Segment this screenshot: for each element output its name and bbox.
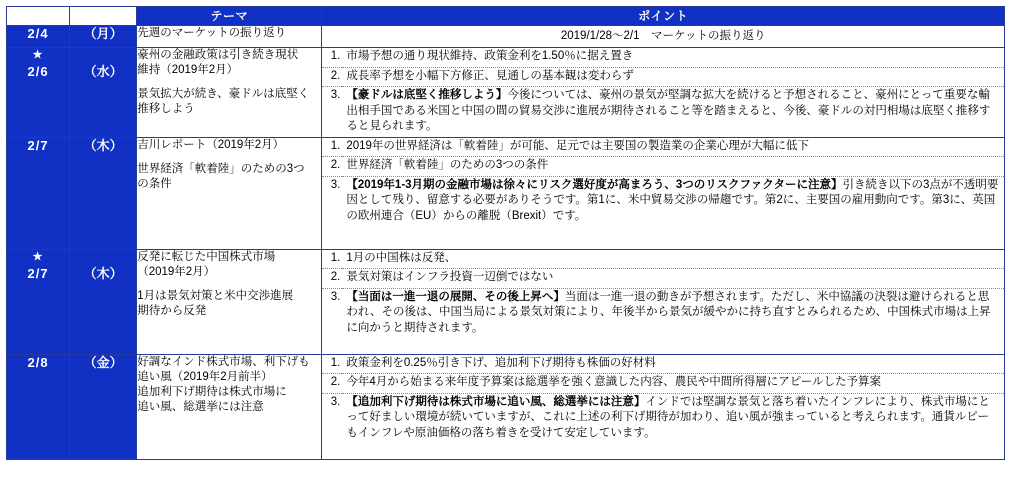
header-theme: テーマ [137,7,322,26]
theme-gap [137,280,321,289]
point-row [322,269,1004,289]
point-text [342,87,1004,137]
point-row [322,176,1004,226]
day-value: （木） [83,265,123,281]
point-number: 1. [322,138,342,157]
date-value: 2/7 [27,137,49,153]
theme-line: 景気拡大が続き、豪ドルは底堅く [137,88,310,100]
market-schedule-table [6,6,1005,460]
point-row [322,393,1004,443]
table-body [7,26,1005,460]
row-day [70,354,137,459]
day-value: （金） [83,354,123,370]
point-lead: 【当面は一進一退の展開、その後上昇へ】 [346,290,565,303]
point-text: 市場予想の通り現状維持、政策金利を1.50％に据え置き [342,48,1004,67]
theme-line: 豪州の金融政策は引き続き現状 [137,49,299,61]
row-date [7,26,70,48]
point-number: 3. [330,395,341,408]
date-value: 2/4 [27,26,49,41]
point-body: 当面は一進一退の動きが予想されます。ただし、米中協議の決裂は避けられると思われ、その後は、中国当局による景気対策により、年後半から景気が緩やかに持ち直すとみられるため、中国株式市場は上昇に向かうと期待されます。 [346,290,991,334]
points-list [322,250,1004,339]
theme-gap [137,153,321,162]
point-text: 景気対策はインフラ投資一辺倒ではない [342,269,1004,289]
point-number: 1. [322,48,342,67]
day-value: （木） [83,137,123,153]
point-row [322,288,1004,338]
table-row [7,354,1005,459]
point-row [322,355,1004,374]
row-day [70,48,137,138]
theme-line: 推移しよう [137,103,195,115]
row-points [322,48,1005,138]
row-date [7,354,70,459]
point-number: 2. [322,269,342,289]
point-number: 1. [322,250,342,269]
theme-line: 世界経済「軟着陸」のための3つ [137,162,305,175]
point-row [322,250,1004,269]
row-theme [137,249,322,354]
table-row [7,26,1005,48]
table-row [7,137,1005,249]
row-points [322,249,1005,354]
point-text: 2019/1/28〜2/1 マーケットの振り返り [560,30,766,42]
point-text [342,288,1004,338]
row-points [322,137,1005,249]
theme-line: 追い風、総選挙には注意 [137,400,264,413]
point-lead: 【追加利下げ期待は株式市場に追い風、総選挙には注意】 [346,395,646,408]
row-day [70,249,137,354]
point-row [322,157,1004,177]
point-body: 引き続き以下の3点が不透明要因として残り、留意する必要がありそうです。第1に、米中貿易交渉の帰趨です。第2に、主要国の雇用動向です。第3に、英国の欧州連合（EU）からの離脱（Brexit）です。 [346,178,999,222]
row-theme [137,354,322,459]
row-day [70,26,137,48]
point-lead: 【豪ドルは底堅く推移しよう】 [346,89,508,101]
date-value: 2/6 [27,64,49,79]
header-blank-day [70,7,137,26]
points-list [322,48,1004,137]
header-blank-date [7,7,70,26]
theme-line: 追加利下げ期待は株式市場に [137,385,287,398]
point-text [342,176,1004,226]
theme-line: （2019年2月） [137,265,216,278]
point-text: 政策金利を0.25％引き下げ、追加利下げ期待も株価の好材料 [342,355,1004,374]
theme-gap [137,78,321,87]
row-theme [137,48,322,138]
point-text: 今年4月から始まる来年度予算案は総選挙を強く意識した内容、農民や中間所得層にアピールした予算案 [342,374,1004,394]
row-date [7,48,70,138]
theme-line: 1月は景気対策と米中交渉進展 [137,289,294,302]
row-date [7,249,70,354]
row-points [322,354,1005,459]
point-row [322,67,1004,87]
star-icon: ★ [32,250,44,263]
date-value: 2/8 [27,354,49,370]
point-number: 2. [322,374,342,394]
points-list [322,138,1004,227]
point-text: 成長率予想を小幅下方修正、見通しの基本観は変わらず [342,67,1004,87]
theme-line: の条件 [137,177,172,190]
theme-line: 追い風（2019年2月前半） [137,370,273,383]
table-row [7,249,1005,354]
theme-line: 維持（2019年2月） [137,64,239,76]
header-point: ポイント [322,7,1005,26]
point-row [322,138,1004,157]
point-text: 2019年の世界経済は「軟着陸」が可能、足元では主要国の製造業の企業心理が大幅に低下 [342,138,1004,157]
row-day [70,137,137,249]
points-list [322,355,1004,444]
theme-line: 好調なインド株式市場、利下げも [137,355,310,368]
row-theme [137,26,322,48]
point-body: インドでは堅調な景気と落ち着いたインフレにより、株式市場にとって好ましい環境が続いていますが、これに上述の利下げ期待が加わり、追い風が強まっていると考えられます。通貨ルピーもインフレや原油価格の落ち着きを受けて安定しています。 [346,395,990,439]
row-date [7,137,70,249]
star-icon: ★ [32,49,44,61]
day-value: （月） [83,26,123,41]
theme-line: 吉川レポート（2019年2月） [137,138,285,151]
table-header-row [7,7,1005,26]
point-number: 1. [322,355,342,374]
table-row [7,48,1005,138]
row-points [322,26,1005,48]
point-row [322,374,1004,394]
point-number: 2. [322,157,342,177]
theme-line: 反発に転じた中国株式市場 [137,250,276,263]
point-number: 2. [322,67,342,87]
point-number: 3. [330,290,341,303]
point-text [342,393,1004,443]
point-number: 3. [330,178,341,191]
point-body: 今後については、豪州の景気が堅調な拡大を続けると予想されること、豪州にとって重要な輸出相手国である米国と中国の間の貿易交渉に進展が期待されること等を踏まえると、今後、豪ドルの対円相場は底堅く推移すると見られます。 [346,89,991,132]
theme-line: 先週のマーケットの振り返り [137,27,287,39]
row-theme [137,137,322,249]
point-number: 3. [330,89,341,101]
day-value: （水） [83,64,123,79]
point-row [322,48,1004,67]
point-row [322,87,1004,137]
point-text: 1月の中国株は反発、 [342,250,1004,269]
point-lead: 【2019年1-3月期の金融市場は徐々にリスク選好度が高まろう、3つのリスクファクターに注意】 [346,178,843,191]
point-text: 世界経済「軟着陸」のための3つの条件 [342,157,1004,177]
theme-line: 期待から反発 [137,304,207,317]
date-value: 2/7 [27,265,49,281]
